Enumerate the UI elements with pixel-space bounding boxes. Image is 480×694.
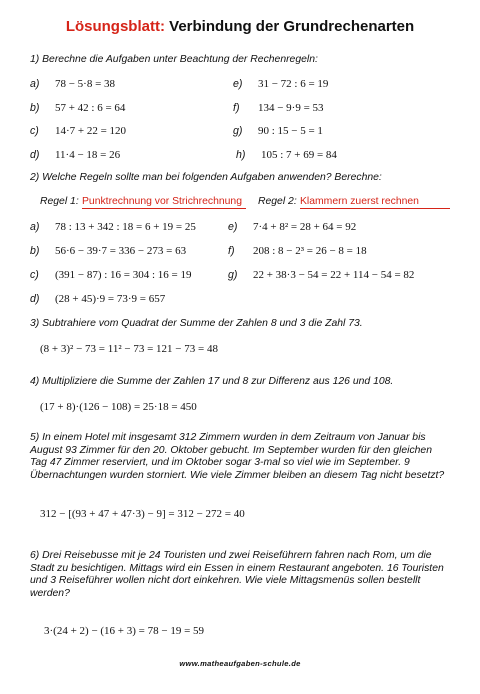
q2-item-d <box>30 293 165 305</box>
item-expression: 105 : 7 + 69 = 84 <box>260 149 337 161</box>
item-label: a) <box>30 221 40 233</box>
title-prefix: Lösungsblatt: <box>65 18 165 35</box>
item-expression: 90 : 15 − 5 = 1 <box>257 125 323 137</box>
item-expression: 11·4 − 18 = 26 <box>54 149 121 161</box>
regel-2-value: Klammern zuerst rechnen <box>300 196 450 209</box>
item-expression: 78 − 5·8 = 38 <box>54 78 116 90</box>
item-label: g) <box>228 269 238 281</box>
item-label: b) <box>30 245 40 257</box>
q2-item-f <box>228 245 367 257</box>
item-label: a) <box>30 78 40 90</box>
item-label: b) <box>30 102 40 114</box>
item-expression: 31 − 72 : 6 = 19 <box>257 78 329 90</box>
q1-item-e <box>233 78 328 90</box>
item-label: e) <box>233 78 243 90</box>
item-expression: 78 : 13 + 342 : 18 = 6 + 19 = 25 <box>54 221 196 233</box>
item-expression: 134 − 9·9 = 53 <box>257 102 324 114</box>
regel-2-label: Regel 2: <box>258 196 297 207</box>
item-label: d) <box>30 293 40 305</box>
regel-1-label: Regel 1: <box>40 196 79 207</box>
title-main: Verbindung der Grundrechenarten <box>169 18 415 35</box>
item-label: d) <box>30 149 40 161</box>
page-title <box>14 18 466 35</box>
footer-website: www.matheaufgaben-schule.de <box>179 659 301 668</box>
q1-item-c <box>30 125 126 137</box>
item-expression: (28 + 45)·9 = 73·9 = 657 <box>54 293 166 305</box>
question-5: 5) In einem Hotel mit insgesamt 312 Zimmern wurden in dem Zeitraum von Januar bis August 93 Zimmer für den 20. Oktober gebucht. Im September wurden für den gleichen Tag 47 Zimmer reserviert, und im Oktober sogar 3-mal so viel wie im September. 9 Übernachtungen wurden storniert. Wie viele Zimmer bleiben an diesem Tag nicht besetzt? <box>30 432 445 481</box>
q1-item-f <box>233 102 324 114</box>
q1-item-h <box>236 149 337 161</box>
item-label: c) <box>30 125 39 137</box>
q6-answer <box>44 625 204 637</box>
answer-expression: (17 + 8)·(126 − 108) = 25·18 = 450 <box>40 401 197 413</box>
q5-answer <box>40 508 245 520</box>
item-label: c) <box>30 269 39 281</box>
item-label: f) <box>228 245 235 257</box>
item-expression: 22 + 38·3 − 54 = 22 + 114 − 54 = 82 <box>252 269 415 281</box>
question-3: 3) Subtrahiere vom Quadrat der Summe der Zahlen 8 und 3 die Zahl 73. <box>30 318 363 329</box>
q1-item-d <box>30 149 120 161</box>
q1-item-b <box>30 102 125 114</box>
item-expression: 7·4 + 8² = 28 + 64 = 92 <box>252 221 357 233</box>
answer-expression: 3·(24 + 2) − (16 + 3) = 78 − 19 = 59 <box>44 625 205 637</box>
q4-answer <box>40 401 197 413</box>
item-label: h) <box>236 149 246 161</box>
item-label: e) <box>228 221 238 233</box>
question-1: 1) Berechne die Aufgaben unter Beachtung der Rechenregeln: <box>30 54 318 65</box>
item-expression: 57 + 42 : 6 = 64 <box>54 102 126 114</box>
q2-item-c <box>30 269 192 281</box>
answer-expression: 312 − [(93 + 47 + 47·3) − 9] = 312 − 272 = 40 <box>40 508 245 520</box>
item-label: f) <box>233 102 240 114</box>
q2-item-b <box>30 245 186 257</box>
q1-item-a <box>30 78 115 90</box>
item-expression: 14·7 + 22 = 120 <box>54 125 127 137</box>
answer-expression: (8 + 3)² − 73 = 11² − 73 = 121 − 73 = 48 <box>40 343 218 355</box>
q3-answer <box>40 343 218 355</box>
q2-item-g <box>228 269 414 281</box>
item-expression: (391 − 87) : 16 = 304 : 16 = 19 <box>54 269 192 281</box>
question-2: 2) Welche Regeln sollte man bei folgenden Aufgaben anwenden? Berechne: <box>30 172 382 183</box>
item-expression: 56·6 − 39·7 = 336 − 273 = 63 <box>54 245 187 257</box>
q1-item-g <box>233 125 323 137</box>
item-label: g) <box>233 125 243 137</box>
item-expression: 208 : 8 − 2³ = 26 − 8 = 18 <box>252 245 367 257</box>
q2-item-a <box>30 221 196 233</box>
worksheet <box>14 10 466 686</box>
question-6: 6) Drei Reisebusse mit je 24 Touristen und zwei Reiseführern fahren nach Rom, um die Stadt zu besichtigen. Mittags wird ein Essen in einem Restaurant angeboten. 16 Touristen und 3 Reiseführer wollen nicht dort einkehren. Wie viele Mittagsmenüs sollen bestellt werden? <box>30 550 444 599</box>
q2-item-e <box>228 221 356 233</box>
question-4: 4) Multipliziere die Summe der Zahlen 17 und 8 zur Differenz aus 126 und 108. <box>30 376 394 387</box>
regel-1-value: Punktrechnung vor Strichrechnung <box>82 196 246 209</box>
